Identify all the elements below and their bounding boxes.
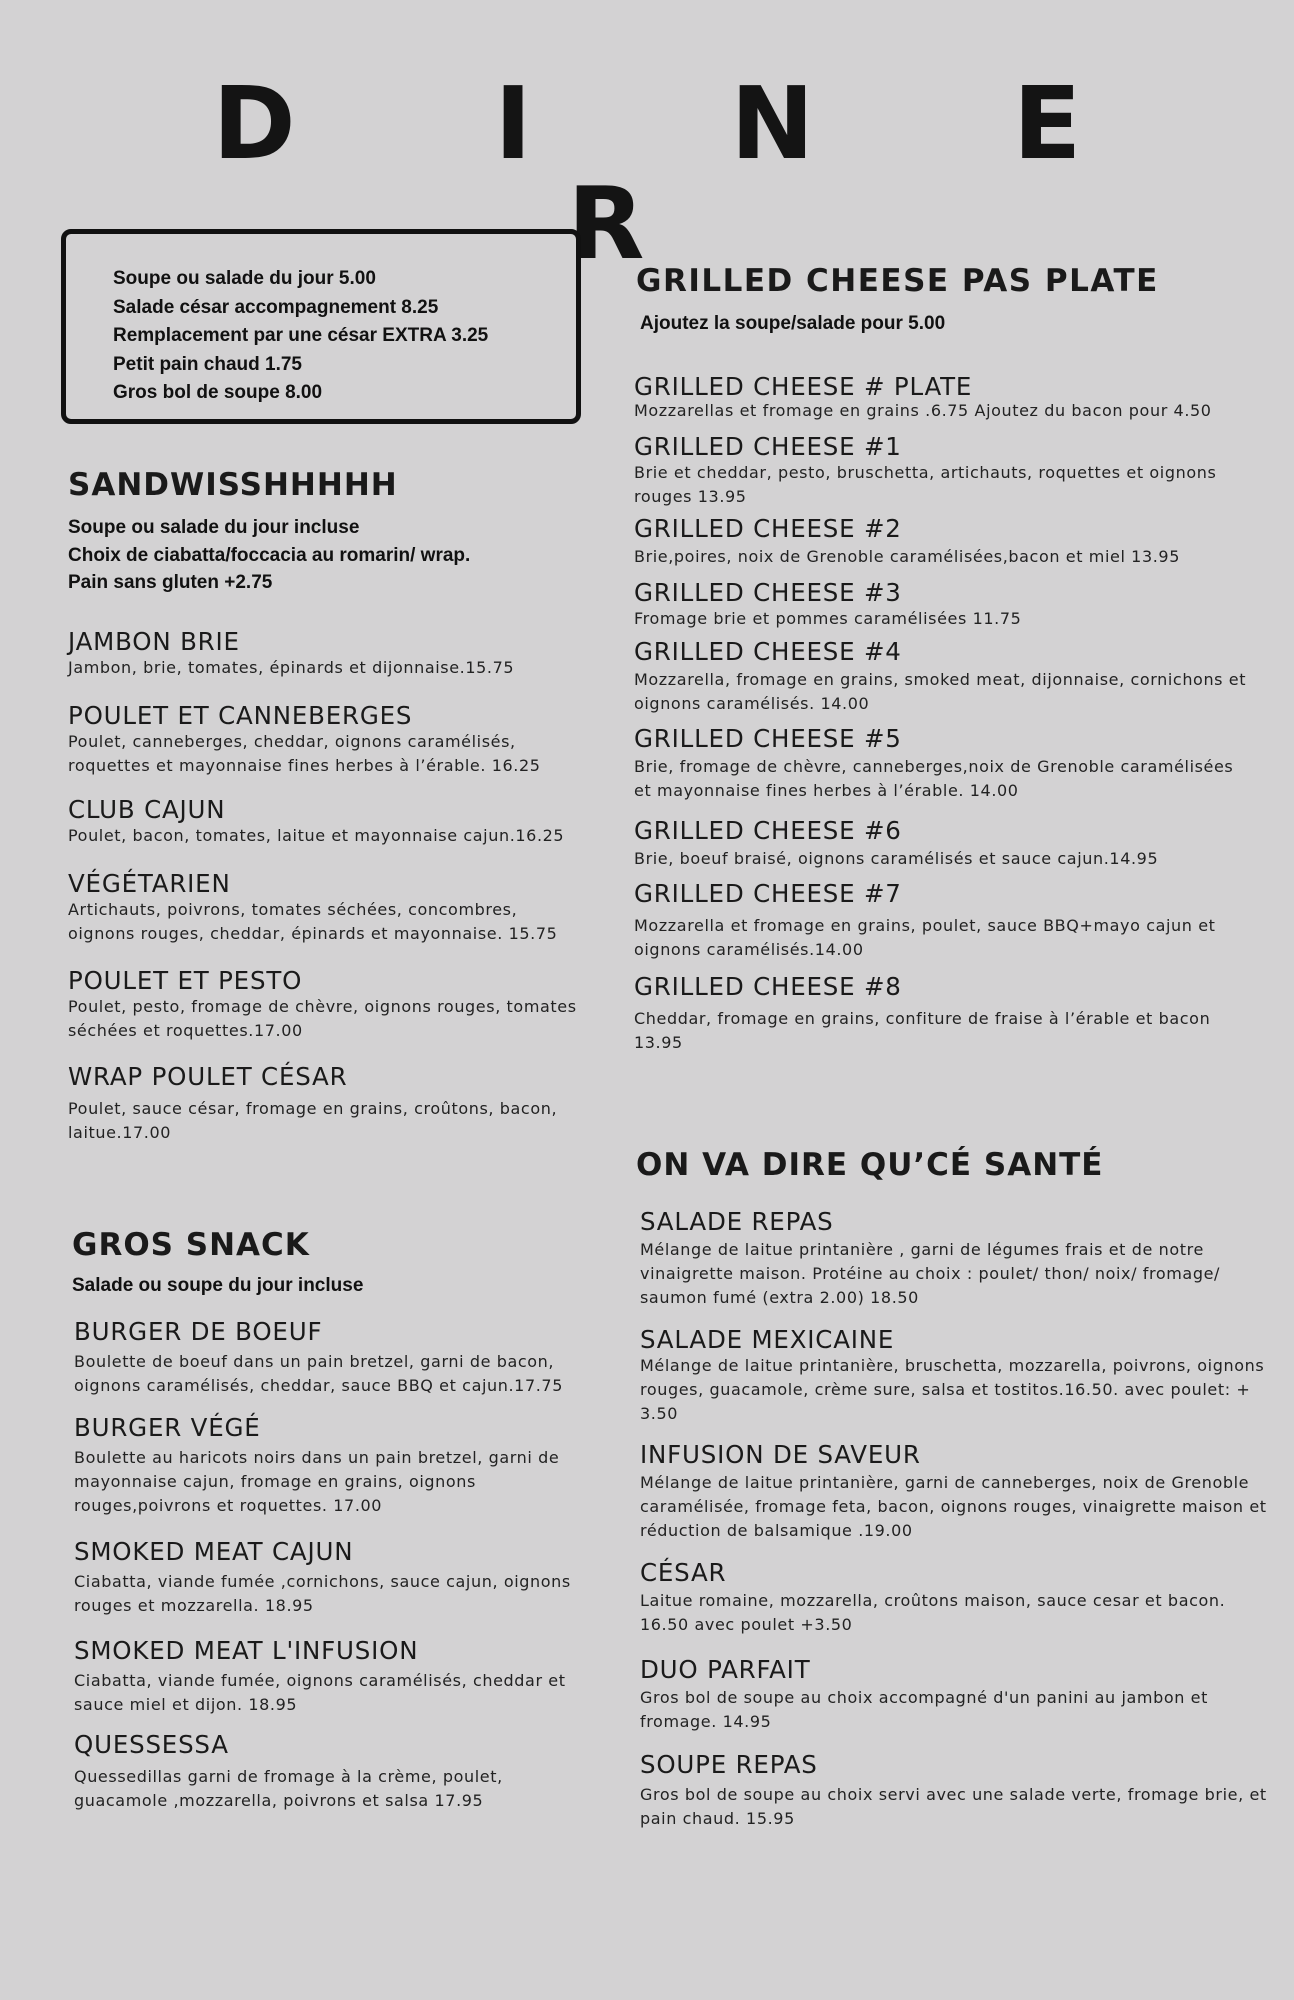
menu-item: [74, 1636, 594, 1717]
item-description: Mozzarellas et fromage en grains .6.75 Ajoutez du bacon pour 4.50: [634, 401, 1212, 421]
item-name: SMOKED MEAT CAJUN: [74, 1537, 354, 1566]
menu-item: [634, 637, 1254, 716]
item-name: QUESSESSA: [74, 1730, 229, 1759]
special-line: Gros bol de soupe 8.00: [113, 382, 323, 403]
item-description: Boulette de boeuf dans un pain bretzel, garni de bacon, oignons caramélisés, cheddar, sauce BBQ et cajun.17.75: [74, 1352, 563, 1396]
item-name: GRILLED CHEESE #6: [634, 816, 902, 845]
menu-item: [634, 879, 1254, 962]
menu-item: [640, 1440, 1270, 1543]
item-description: Brie et cheddar, pesto, bruschetta, artichauts, roquettes et oignons rouges 13.95: [634, 463, 1217, 507]
item-description: Poulet, sauce césar, fromage en grains, croûtons, bacon, laitue.17.00: [68, 1099, 558, 1143]
special-line: Salade césar accompagnement 8.25: [113, 296, 439, 318]
menu-item: [68, 869, 588, 946]
section-note: Pain sans gluten +2.75: [68, 572, 273, 594]
section-note: Choix de ciabatta/foccacia au romarin/ wrap.: [68, 544, 471, 566]
item-description: Mélange de laitue printanière, bruschetta, mozzarella, poivrons, oignons rouges, guacamole, crème sure, salsa et tostitos.16.50. avec poulet: + 3.50: [640, 1356, 1265, 1424]
section-title: SANDWISSHHHHH: [68, 467, 398, 503]
item-description: Brie, fromage de chèvre, canneberges,noix de Grenoble caramélisées et mayonnaise fines herbes à l’érable. 14.00: [634, 757, 1234, 801]
item-description: Ciabatta, viande fumée, oignons caramélisés, cheddar et sauce miel et dijon. 18.95: [74, 1671, 566, 1715]
menu-item: [634, 972, 1254, 1055]
section-sandwich: [68, 468, 588, 597]
menu-item: [634, 432, 1254, 509]
menu-item: [640, 1558, 1270, 1637]
item-description: Gros bol de soupe au choix servi avec une salade verte, fromage brie, et pain chaud. 15.95: [640, 1785, 1267, 1829]
item-description: Poulet, canneberges, cheddar, oignons caramélisés, roquettes et mayonnaise fines herbes à l’érable. 16.25: [68, 732, 541, 776]
special-line: Remplacement par une césar EXTRA 3.25: [113, 325, 489, 346]
item-name: SALADE MEXICAINE: [640, 1325, 895, 1354]
item-name: CÉSAR: [640, 1558, 727, 1587]
menu-item: [640, 1750, 1270, 1831]
menu-item: [68, 1062, 588, 1145]
menu-title: D I N E R: [212, 65, 1164, 282]
item-name: SALADE REPAS: [640, 1207, 834, 1236]
item-description: Mélange de laitue printanière , garni de légumes frais et de notre vinaigrette maison. Protéine au choix : poulet/ thon/ noix/ fromage/ saumon fumé (extra 2.00) 18.50: [640, 1240, 1221, 1308]
item-description: Boulette au haricots noirs dans un pain bretzel, garni de mayonnaise cajun, fromage en grains, oignons rouges,poivrons et roquettes. 17.00: [74, 1448, 560, 1516]
item-name: CLUB CAJUN: [68, 795, 226, 824]
item-description: Gros bol de soupe au choix accompagné d'un panini au jambon et fromage. 14.95: [640, 1688, 1208, 1732]
item-description: Laitue romaine, mozzarella, croûtons maison, sauce cesar et bacon. 16.50 avec poulet +3.50: [640, 1591, 1226, 1635]
section-grilled-cheese: [636, 264, 1266, 338]
item-description: Mozzarella, fromage en grains, smoked meat, dijonnaise, cornichons et oignons caramélisés. 14.00: [634, 670, 1247, 714]
item-description: Brie, boeuf braisé, oignons caramélisés et sauce cajun.14.95: [634, 849, 1159, 869]
item-description: Artichauts, poivrons, tomates séchées, concombres, oignons rouges, cheddar, épinards et mayonnaise. 15.75: [68, 900, 558, 944]
menu-item: [634, 578, 1254, 631]
item-description: Quessedillas garni de fromage à la crème, poulet, guacamole ,mozzarella, poivrons et salsa 17.95: [74, 1767, 503, 1811]
item-name: GRILLED CHEESE #7: [634, 879, 902, 908]
section-sante: [636, 1148, 1266, 1182]
item-name: BURGER DE BOEUF: [74, 1317, 323, 1346]
menu-item: [74, 1317, 594, 1398]
item-name: GRILLED CHEESE #2: [634, 514, 902, 543]
item-name: SMOKED MEAT L'INFUSION: [74, 1636, 419, 1665]
item-description: Cheddar, fromage en grains, confiture de fraise à l’érable et bacon 13.95: [634, 1009, 1211, 1053]
item-description: Poulet, pesto, fromage de chèvre, oignons rouges, tomates séchées et roquettes.17.00: [68, 997, 577, 1041]
item-name: GRILLED CHEESE #5: [634, 724, 902, 753]
item-description: Fromage brie et pommes caramélisées 11.75: [634, 609, 1022, 629]
section-note: Salade ou soupe du jour incluse: [72, 1275, 364, 1297]
item-name: POULET ET CANNEBERGES: [68, 701, 413, 730]
menu-item: [74, 1413, 594, 1518]
section-title: GROS SNACK: [72, 1227, 310, 1263]
item-description: Poulet, bacon, tomates, laitue et mayonnaise cajun.16.25: [68, 826, 565, 846]
menu-item: [68, 701, 588, 778]
section-note: Soupe ou salade du jour incluse: [68, 517, 360, 539]
menu-item: [640, 1655, 1270, 1734]
menu-item: [634, 372, 1254, 421]
item-name: GRILLED CHEESE #8: [634, 972, 902, 1001]
menu-item: [634, 514, 1254, 569]
item-name: GRILLED CHEESE #4: [634, 637, 902, 666]
item-name: JAMBON BRIE: [68, 627, 240, 656]
menu-item: [640, 1325, 1270, 1426]
menu-item: [74, 1730, 594, 1813]
special-line: Petit pain chaud 1.75: [113, 353, 302, 375]
section-title: GRILLED CHEESE PAS PLATE: [636, 263, 1159, 299]
item-name: GRILLED CHEESE #3: [634, 578, 902, 607]
special-line: Soupe ou salade du jour 5.00: [113, 268, 376, 289]
menu-item: [634, 724, 1254, 803]
section-snack: [72, 1228, 592, 1300]
item-name: INFUSION DE SAVEUR: [640, 1440, 921, 1469]
item-description: Jambon, brie, tomates, épinards et dijonnaise.15.75: [68, 658, 515, 678]
menu-item: [74, 1537, 594, 1618]
item-name: BURGER VÉGÉ: [74, 1413, 261, 1442]
section-title: ON VA DIRE QU’CÉ SANTÉ: [636, 1147, 1104, 1183]
menu-item: [68, 627, 588, 680]
item-description: Mozzarella et fromage en grains, poulet, sauce BBQ+mayo cajun et oignons caramélisés.14.00: [634, 916, 1216, 960]
item-name: SOUPE REPAS: [640, 1750, 818, 1779]
menu-item: [634, 816, 1254, 871]
menu-item: [640, 1207, 1270, 1310]
item-name: VÉGÉTARIEN: [68, 869, 231, 898]
item-description: Mélange de laitue printanière, garni de canneberges, noix de Grenoble caramélisée, fromage feta, bacon, oignons rouges, vinaigrette maison et réduction de balsamique .19.00: [640, 1473, 1267, 1541]
item-description: Brie,poires, noix de Grenoble caramélisées,bacon et miel 13.95: [634, 547, 1180, 567]
item-description: Ciabatta, viande fumée ,cornichons, sauce cajun, oignons rouges et mozzarella. 18.95: [74, 1572, 571, 1616]
section-note: Ajoutez la soupe/salade pour 5.00: [640, 313, 946, 335]
item-name: WRAP POULET CÉSAR: [68, 1062, 348, 1091]
item-name: POULET ET PESTO: [68, 966, 303, 995]
item-name: DUO PARFAIT: [640, 1655, 811, 1684]
menu-item: [68, 966, 588, 1043]
specials-box: [61, 229, 581, 424]
item-name: GRILLED CHEESE #1: [634, 432, 902, 461]
menu-item: [68, 795, 588, 848]
item-name: GRILLED CHEESE # PLATE: [634, 372, 973, 401]
